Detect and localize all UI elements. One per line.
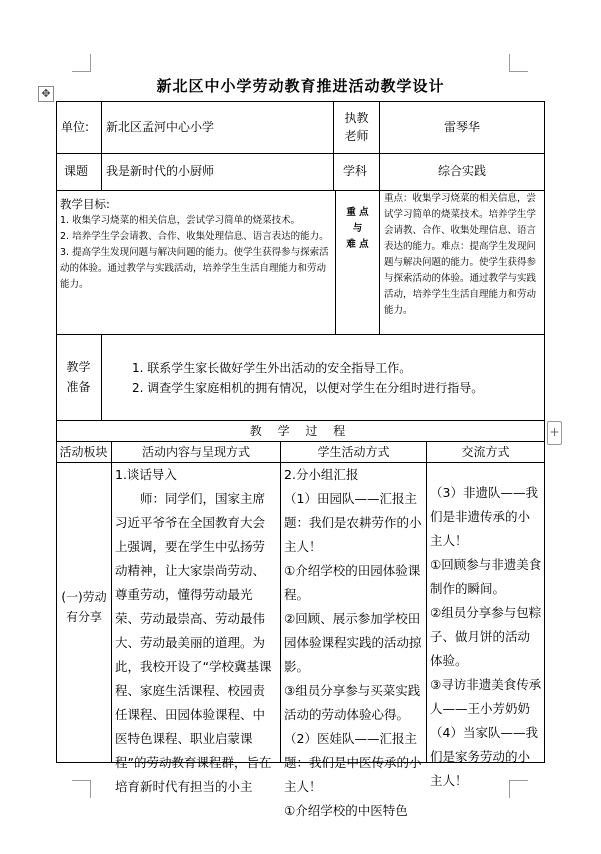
keypoints-label: 重 点 与 难 点 xyxy=(346,207,369,250)
lesson-plan-table xyxy=(56,101,545,818)
preparation-item: 2. 调查学生家庭相机的拥有情况，以便对学生在分组时进行指导。 xyxy=(132,381,484,395)
header-activity-block: 活动板块 xyxy=(59,445,108,459)
header-exchange: 交流方式 xyxy=(461,445,510,459)
teacher-label: 执教 老师 xyxy=(344,111,369,143)
unit-label: 单位: xyxy=(61,120,90,134)
crop-mark xyxy=(509,780,528,781)
objective-item: 2. 培养学生学会请教、合作、收集处理信息、语言表达的能力。 xyxy=(60,231,329,242)
unit-value: 新北区孟河中心小学 xyxy=(106,120,215,134)
header-content: 活动内容与呈现方式 xyxy=(141,445,250,459)
student-activity-cell: 2.分小组汇报 （1）田园队——汇报主题：我们是农耕劳作的小主人！ ①介绍学校的田园体验课程。 ②回顾、展示参加学校田园体验课程实践的活动掠影。 ③组员分享参与买菜实践活动的劳动体验心得。 （2）医娃队——汇报主题：我们是中医传承的小主人！ ①介绍学校的中医特色 xyxy=(284,467,422,818)
topic-value: 我是新时代的小厨师 xyxy=(106,164,215,178)
exchange-cell: （3）非遗队——我们是非遗传承的小主人！ ①回顾参与非遗美食制作的瞬间。 ②组员分享参与包粽子、做月饼的活动体验。 ③寻访非遗美食传承人——王小芳奶奶 （4）当家队——我们是家务劳动的小主人！ xyxy=(430,485,542,788)
crop-mark xyxy=(509,54,510,72)
table-move-handle-icon[interactable]: ✥ xyxy=(38,86,54,102)
objectives-heading: 教学目标: xyxy=(60,197,110,211)
subject-label: 学科 xyxy=(343,164,368,178)
objective-item: 1. 收集学习烧菜的相关信息，尝试学习简单的烧菜技术。 xyxy=(60,215,301,226)
header-student-activity: 学生活动方式 xyxy=(317,445,390,459)
crop-mark xyxy=(72,71,91,72)
content-cell: 1.谈话导入 师：同学们，国家主席习近平爷爷在全国教育大会上强调，要在学生中弘扬劳动精神，让大家崇尚劳动、尊重劳动，懂得劳动最光荣、劳动最崇高、劳动最伟大、劳动最美丽的道理。为此，我校开设了“学校冀基课程、家庭生活课程、校园责任课程、田园体验课程、中医特色课程、职业启蒙课程”的劳动教育课程群，旨在培育新时代有担当的小主 xyxy=(115,467,272,794)
process-heading: 教 学 过 程 xyxy=(249,424,352,438)
preparation-label: 教学 准备 xyxy=(66,360,91,394)
document-title: 新北区中小学劳动教育推进活动教学设计 xyxy=(156,77,445,95)
add-row-button[interactable]: + xyxy=(547,421,562,445)
teacher-value: 雷琴华 xyxy=(443,120,480,134)
preparation-items xyxy=(132,358,537,398)
activity-block-cell: (一)劳动有分享 xyxy=(61,590,107,624)
crop-mark xyxy=(509,71,528,72)
preparation-item: 1. 联系学生家长做好学生外出活动的安全指导工作。 xyxy=(132,361,412,375)
crop-mark xyxy=(72,780,91,781)
subject-value: 综合实践 xyxy=(437,164,486,178)
keypoints-text: 重点：收集学习烧菜的相关信息，尝试学习简单的烧菜技术。培养学生学会请教、合作、收集处理信息、语言表达的能力。难点：提高学生发现问题与解决问题的能力。使学生获得参与探索活动的体验。通过教学与实践活动，培养学生生活自理能力和劳动能力。 xyxy=(384,193,537,316)
objectives-cell xyxy=(60,195,332,293)
objective-item: 3. 提高学生发现问题与解决问题的能力。使学生获得参与探索活动的体验。通过教学与实践活动，培养学生生活自理能力和劳动能力。 xyxy=(60,247,329,290)
crop-mark xyxy=(90,54,91,72)
crop-mark xyxy=(90,780,91,798)
crop-mark xyxy=(509,780,510,798)
topic-label: 课题 xyxy=(64,164,89,178)
